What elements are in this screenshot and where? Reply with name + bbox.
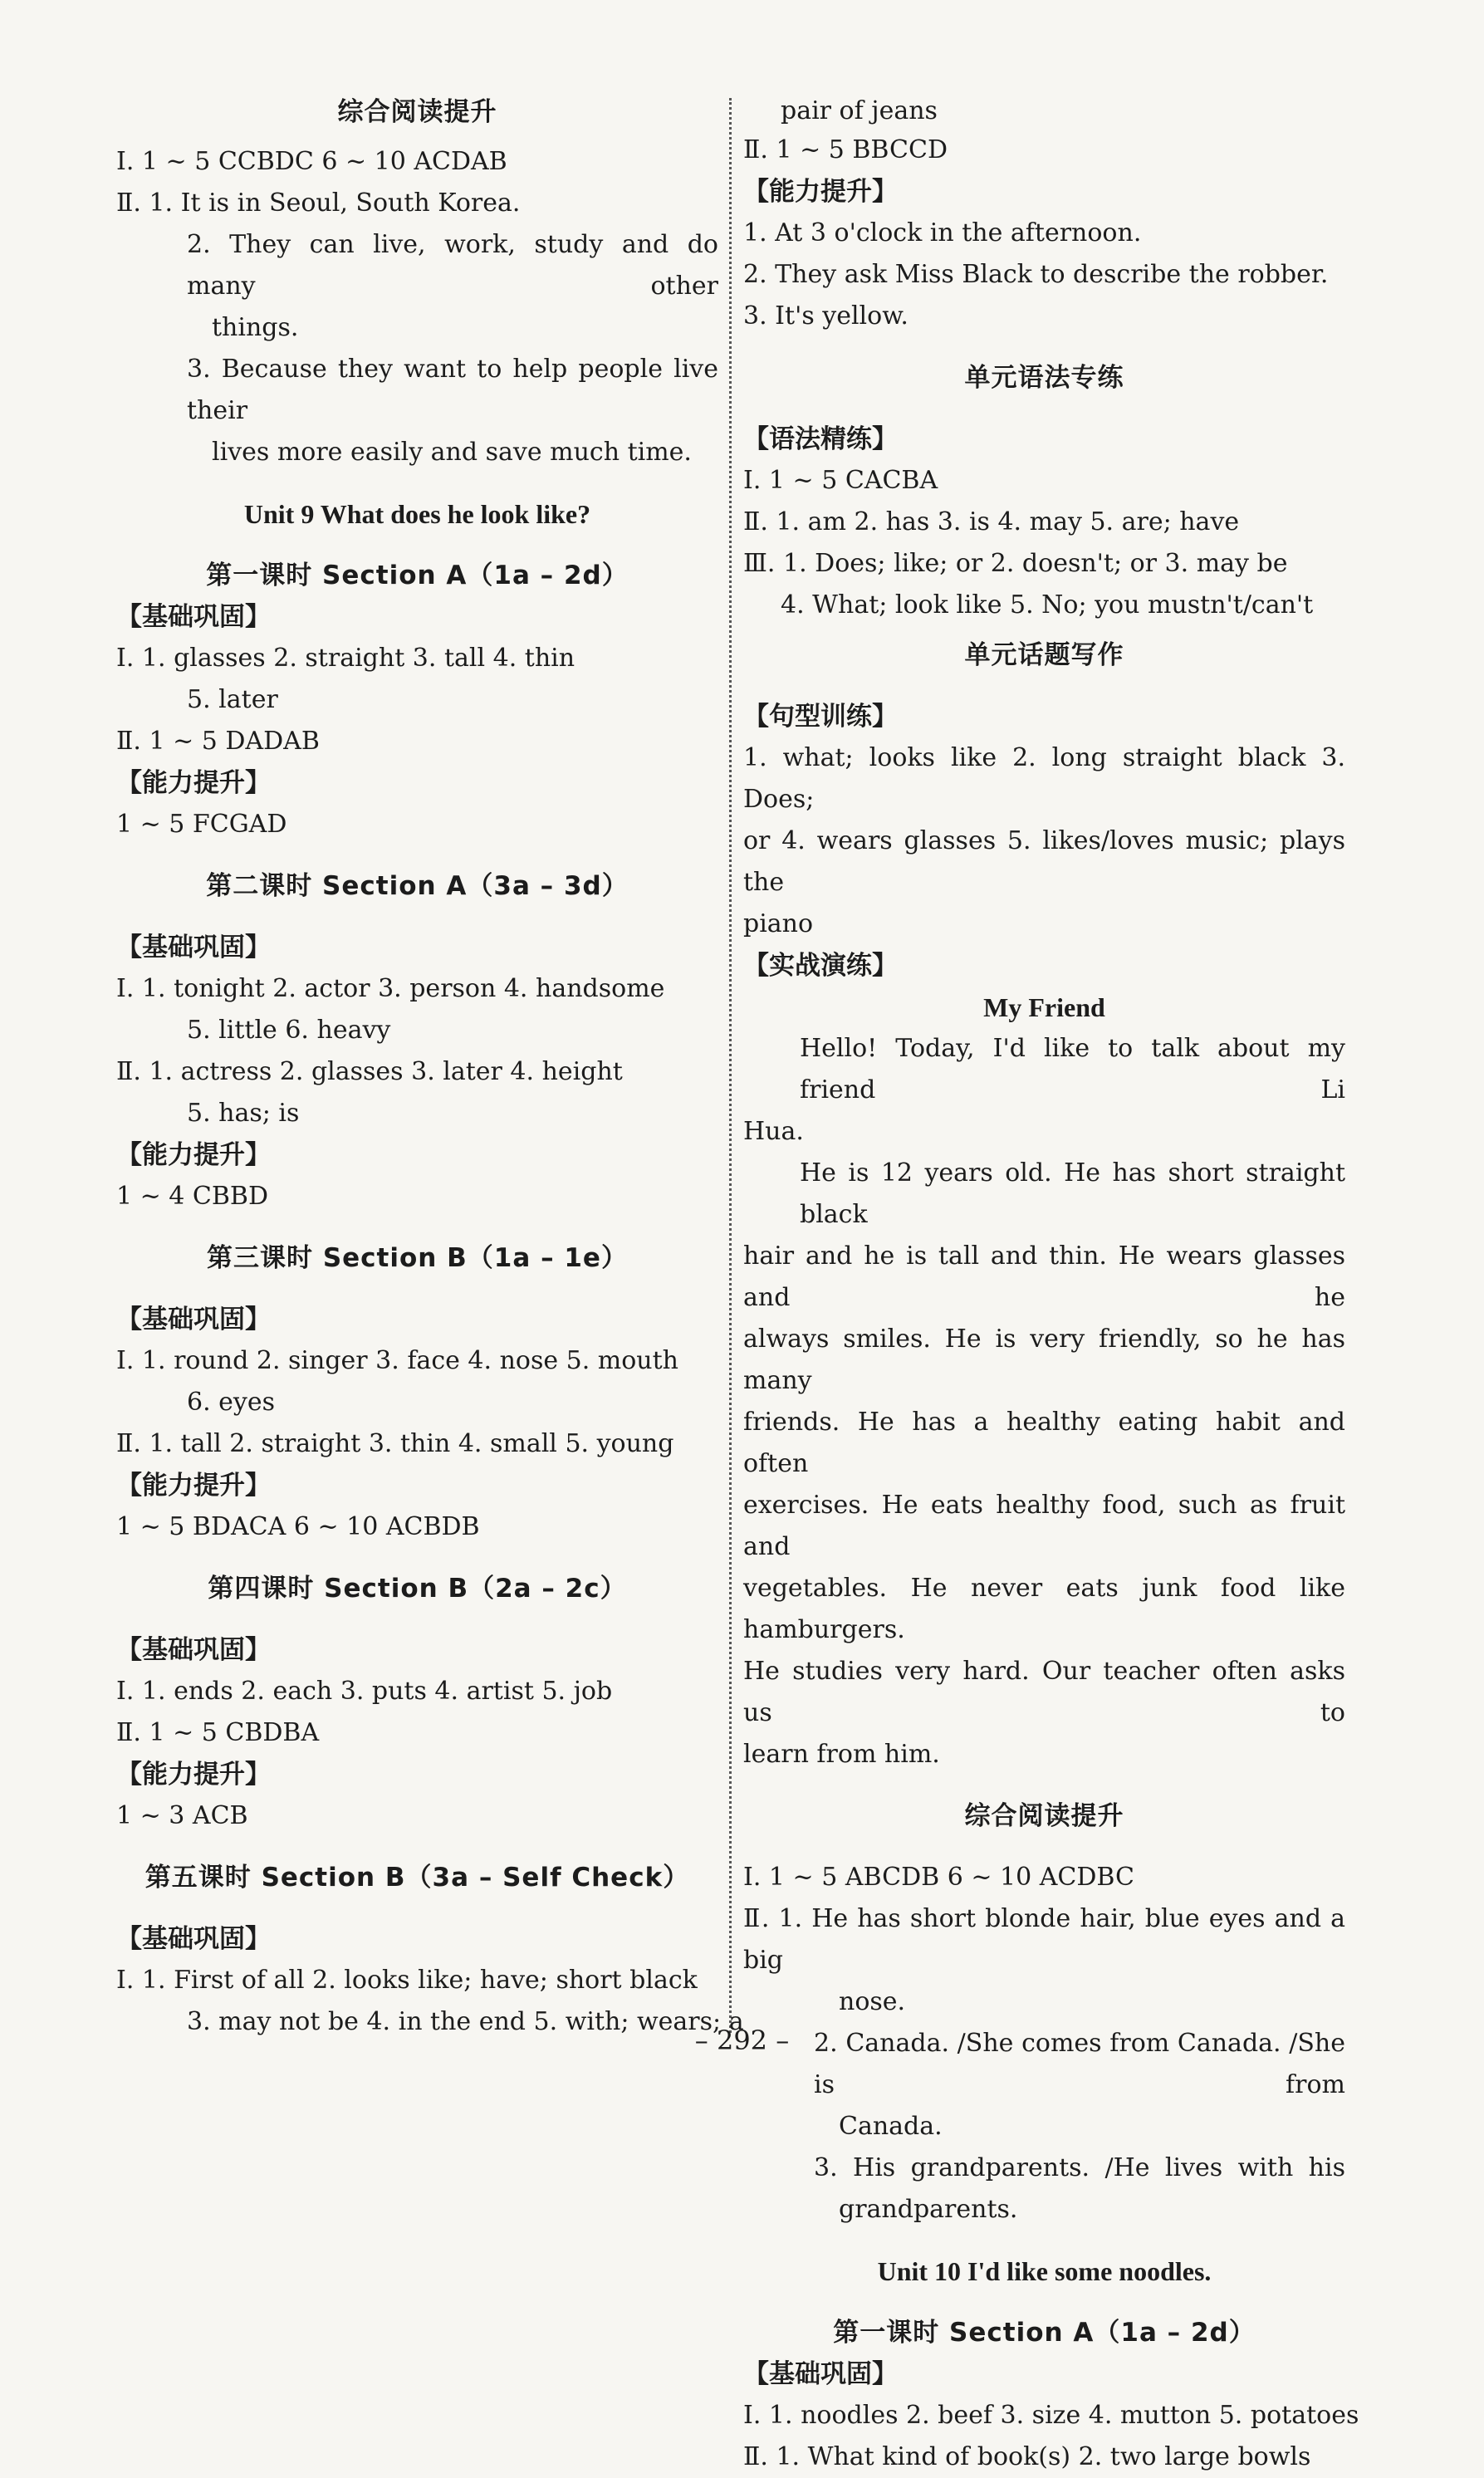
answer-line: 5. little 6. heavy: [187, 1016, 391, 1045]
subsection-heading: 【基础巩固】: [116, 1924, 271, 1954]
answer-line: 1. At 3 o'clock in the afternoon.: [743, 218, 1142, 247]
essay-line: hair and he is tall and thin. He wears glasses and he: [743, 1241, 1345, 1312]
answer-line: lives more easily and save much time.: [212, 438, 692, 467]
answer-line: Ⅰ. 1. First of all 2. looks like; have; short black: [116, 1966, 698, 1995]
lesson-title: 第五课时 Section B（3a – Self Check）: [144, 1863, 690, 1893]
answer-line: Ⅱ. 1. tall 2. straight 3. thin 4. small 5. young: [116, 1429, 674, 1458]
answer-line: Ⅰ. 1 ~ 5 CCBDC 6 ~ 10 ACDAB: [116, 147, 507, 176]
essay-line: Hua.: [743, 1117, 804, 1146]
subsection-heading: 【能力提升】: [116, 1471, 271, 1501]
subsection-heading: 【句型训练】: [743, 702, 898, 732]
subsection-heading: 【基础巩固】: [116, 1305, 271, 1334]
answer-line: or 4. wears glasses 5. likes/loves music; plays the: [743, 826, 1345, 897]
answer-line: Ⅰ. 1 ~ 5 ABCDB 6 ~ 10 ACDBC: [743, 1863, 1134, 1892]
lesson-title: 第二课时 Section A（3a – 3d）: [206, 871, 629, 901]
subsection-heading: 【能力提升】: [116, 768, 271, 798]
essay-line: friends. He has a healthy eating habit and often: [743, 1408, 1345, 1478]
answer-line: 1 ~ 5 BDACA 6 ~ 10 ACBDB: [116, 1512, 480, 1541]
answer-line: Ⅰ. 1. tonight 2. actor 3. person 4. handsome: [116, 974, 665, 1003]
answer-line: Ⅱ. 1 ~ 5 BBCCD: [743, 135, 948, 164]
answer-line: Ⅰ. 1 ~ 5 CACBA: [743, 466, 938, 495]
answer-line: 1 ~ 4 CBBD: [116, 1182, 269, 1211]
right-column: [743, 93, 1359, 2478]
essay-line: He is 12 years old. He has short straight black: [800, 1158, 1345, 1229]
answer-line: 5. later: [187, 685, 278, 714]
lesson-title: 第一课时 Section A（1a – 2d）: [206, 561, 629, 590]
answer-line: 3. may not be 4. in the end 5. with; wears; a: [187, 2007, 744, 2036]
section-title-reading: 综合阅读提升: [337, 97, 497, 127]
lesson-title: 第一课时 Section A（1a – 2d）: [833, 2318, 1256, 2348]
subsection-heading: 【语法精练】: [743, 424, 898, 454]
subsection-heading: 【基础巩固】: [116, 1635, 271, 1665]
answer-line: 1 ~ 3 ACB: [116, 1801, 248, 1830]
essay-line: He studies very hard. Our teacher often asks us to: [743, 1657, 1345, 1727]
subsection-heading: 【基础巩固】: [116, 602, 271, 632]
answer-line: 1 ~ 5 FCGAD: [116, 810, 287, 839]
unit-title: Unit 9 What does he look like?: [243, 499, 591, 529]
left-column: [116, 91, 744, 2043]
answer-line: grandparents.: [839, 2195, 1018, 2224]
answer-line: 3. Because they want to help people live their: [187, 355, 718, 425]
essay-line: learn from him.: [743, 1740, 940, 1769]
answer-line: piano: [743, 909, 814, 938]
section-title-grammar: 单元语法专练: [964, 363, 1124, 393]
answer-line: Ⅰ. 1. glasses 2. straight 3. tall 4. thin: [116, 644, 575, 673]
essay-line: always smiles. He is very friendly, so he has many: [743, 1325, 1345, 1395]
answer-line: 4. What; look like 5. No; you mustn't/can't: [781, 590, 1314, 620]
answer-line: pair of jeans: [781, 96, 938, 125]
subsection-heading: 【能力提升】: [116, 1760, 271, 1790]
answer-line: 2. They can live, work, study and do many other: [187, 230, 718, 301]
answer-line: 2. They ask Miss Black to describe the robber.: [743, 260, 1329, 289]
answer-line: 3. It's yellow.: [743, 301, 909, 331]
answer-line: Ⅲ. 1. Does; like; or 2. doesn't; or 3. may be: [743, 549, 1288, 578]
answer-line: Ⅰ. 1. ends 2. each 3. puts 4. artist 5. job: [116, 1677, 613, 1706]
essay-title: My Friend: [983, 992, 1105, 1022]
answer-line: 1. what; looks like 2. long straight black 3. Does;: [743, 743, 1345, 814]
answer-line: Ⅰ. 1. round 2. singer 3. face 4. nose 5. mouth: [116, 1346, 679, 1375]
answer-line: Ⅱ. 1 ~ 5 CBDBA: [116, 1718, 320, 1747]
subsection-heading: 【基础巩固】: [116, 933, 271, 962]
answer-line: Ⅱ. 1. It is in Seoul, South Korea.: [116, 189, 521, 218]
answer-line: Ⅰ. 1. noodles 2. beef 3. size 4. mutton 5. potatoes: [743, 2401, 1359, 2430]
essay-line: exercises. He eats healthy food, such as fruit and: [743, 1491, 1345, 1561]
page-number: – 292 –: [694, 2025, 790, 2056]
lesson-title: 第三课时 Section B（1a – 1e）: [207, 1243, 628, 1273]
answer-line: 2. Canada. /She comes from Canada. /She is from: [814, 2029, 1345, 2099]
answer-line: Ⅱ. 1. am 2. has 3. is 4. may 5. are; have: [743, 507, 1240, 536]
subsection-heading: 【基础巩固】: [743, 2359, 898, 2389]
section-title-reading: 综合阅读提升: [964, 1801, 1124, 1831]
subsection-heading: 【实战演练】: [743, 951, 898, 981]
answer-line: 6. eyes: [187, 1388, 276, 1417]
answer-line: nose.: [839, 1987, 906, 2016]
essay-line: vegetables. He never eats junk food like hamburgers.: [743, 1574, 1345, 1644]
answer-line: 5. has; is: [187, 1099, 300, 1128]
answer-line: Ⅱ. 1 ~ 5 DADAB: [116, 727, 320, 756]
answer-line: Ⅱ. 1. actress 2. glasses 3. later 4. height: [116, 1057, 623, 1086]
column-divider: [729, 98, 732, 2033]
answer-line: 3. His grandparents. /He lives with his: [814, 2153, 1345, 2182]
answer-line: things.: [212, 313, 299, 342]
answer-line: Canada.: [839, 2112, 943, 2141]
subsection-heading: 【能力提升】: [116, 1140, 271, 1170]
section-title-writing: 单元话题写作: [964, 640, 1124, 670]
answer-line: Ⅱ. 1. He has short blonde hair, blue eyes and a big: [743, 1904, 1345, 1975]
subsection-heading: 【能力提升】: [743, 177, 898, 207]
answer-line: Ⅱ. 1. What kind of book(s) 2. two large bowls: [743, 2442, 1311, 2471]
unit-title: Unit 10 I'd like some noodles.: [877, 2256, 1212, 2286]
lesson-title: 第四课时 Section B（2a – 2c）: [208, 1574, 627, 1604]
essay-line: Hello! Today, I'd like to talk about my friend Li: [800, 1034, 1345, 1104]
